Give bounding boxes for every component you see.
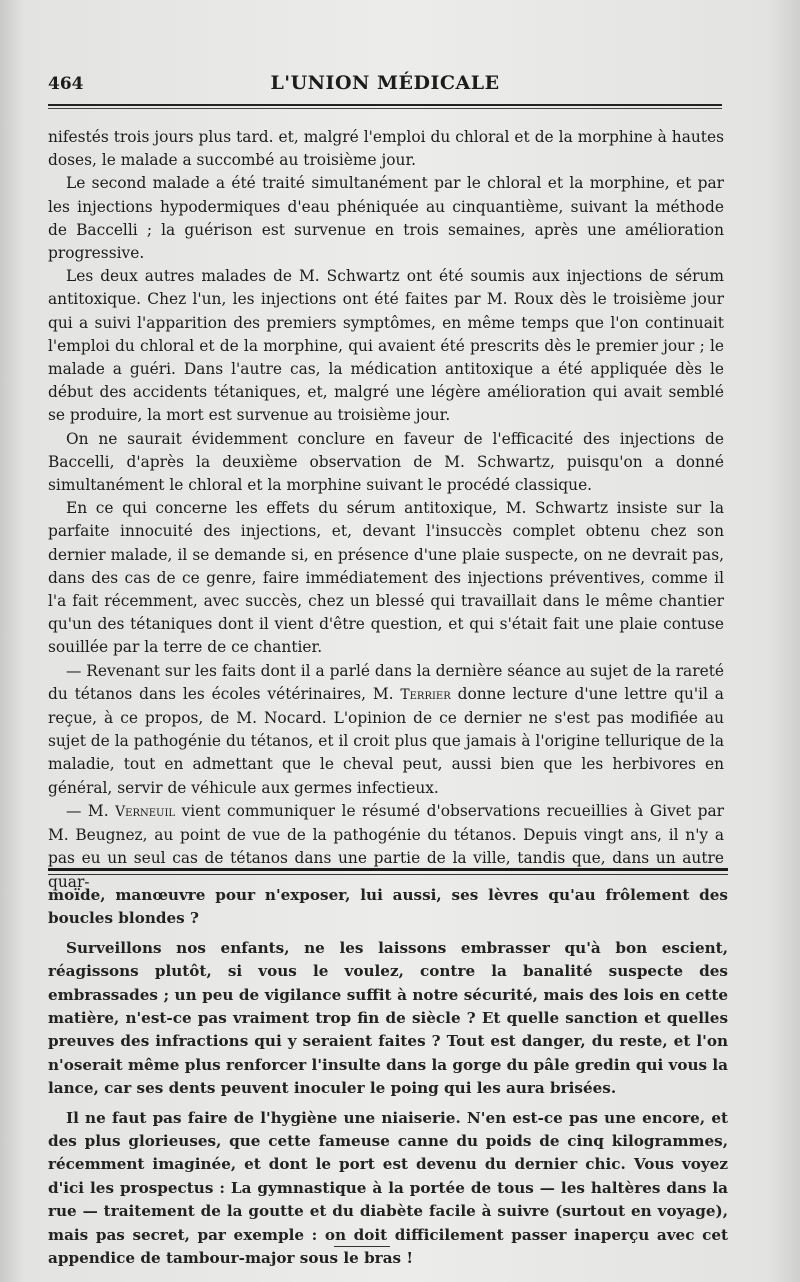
paragraph-text: — M. [66,801,109,820]
feuilleton-body [48,884,728,1277]
article-paragraph: Les deux autres malades de M. Schwartz ont été soumis aux injections de sérum antitoxique. Chez l'un, les injections ont été faites par M. Roux dès le troisième jour qui a suivi l'apparition des premiers symptômes, en même temps que l'on continuait l'emploi du chloral et de la morphine, qui avaient été prescrits dès le premier jour ; le malade a guéri. Dans l'autre cas, la médication antitoxique a été appliquée dès le début des accidents tétaniques, et, malgré une légère amélioration qui avait semblé se produire, la mort est survenue au troisième jour. [48,267,724,425]
paragraph-text: — Revenant sur les faits dont il a parlé dans la dernière séance au sujet de la rareté du tétanos dans les écoles vétérinaires, M. [48,661,724,703]
feuilleton-paragraph: Surveillons nos enfants, ne les laissons embrasser qu'à bon escient, réagissons plutôt, si vous le voulez, contre la banalité suspecte des embrassades ; un peu de vigilance suffit à notre sécurité, mais des lois en cette matière, n'est-ce pas vraiment trop fin de siècle ? Et quelle sanction et quelles preuves des infractions qui y seraient faites ? Tout est danger, du reste, et l'on n'oserait même plus renforcer l'insulte dans la gorge du pâle gredin qui vous la lance, car ses dents peuvent inoculer le poing qui les aura brisées. [48,938,728,1098]
feuilleton-rule [48,868,728,875]
article-paragraph: Le second malade a été traité simultanément par le chloral et la morphine, et par les injections hypodermiques d'eau phéniquée au cinquantième, suivant la méthode de Baccelli ; la guérison est survenue en trois semaines, après une amélioration progressive. [48,174,724,263]
article-paragraph [48,660,724,800]
header-rule [48,104,722,109]
running-title: L'UNION MÉDICALE [270,72,500,94]
feuilleton-paragraph: Il ne faut pas faire de l'hygiène une niaiserie. N'en est-ce pas une encore, et des plus glorieuses, que cette fameuse canne du poids de cinq kilogrammes, récemment imaginée, et dont le port est devenu du dernier chic. Vous voyez d'ici les prospectus : La gymnastique à la portée de tous — les haltères dans la rue — traitement de la goutte et du diabète facile à suivre (surtout en voyage), mais pas secret, par exemple : on doit difficilement passer inaperçu avec cet appendice de tambour-major sous le bras ! [48,1108,728,1268]
article-paragraph [48,800,724,894]
paragraph-text: donne lecture d'une lettre qu'il a reçue, à ce propos, de M. Nocard. L'opinion de ce dernier ne s'est pas modifiée au sujet de la pathogénie du tétanos, et il croit plus que jamais à l'origine tellurique de la maladie, tout en admettant que le cheval peut, aussi bien que les herbivores en général, servir de véhicule aux germes infectieux. [48,684,724,797]
article-paragraph: En ce qui concerne les effets du sérum antitoxique, M. Schwartz insiste sur la parfaite innocuité des injections, et, devant l'insuccès complet obtenu chez son dernier malade, il se demande si, en présence d'une plaie suspecte, on ne devrait pas, dans des cas de ce genre, faire immédiatement des injections préventives, comme il l'a fait récemment, avec succès, chez un blessé qui travaillait dans le même chantier qu'un des tétaniques dont il vient d'être question, et qui s'était fait une plaie contuse souillée par la terre de ce chantier. [48,499,724,657]
page-number: 464 [48,74,84,94]
article-body [48,126,724,894]
author-name: Terrier [400,686,451,703]
article-paragraph: nifestés trois jours plus tard. et, malgré l'emploi du chloral et de la morphine à hautes doses, le malade a succombé au troisième jour. [48,128,724,170]
paragraph-text: vient communiquer le résumé d'observations recueillies à Givet par M. Beugnez, au point de vue de la pathogénie du tétanos. Depuis vingt ans, il n'y a pas eu un seul cas de tétanos dans une partie de la ville, tandis que, dans un autre quar- [48,801,724,891]
author-name: Verneuil [115,803,176,820]
end-rule [334,1246,390,1247]
page-header [48,72,722,98]
feuilleton-paragraph: moïde, manœuvre pour n'exposer, lui aussi, ses lèvres qu'au frôlement des boucles blondes ? [48,886,728,928]
article-paragraph: On ne saurait évidemment conclure en faveur de l'efficacité des injections de Baccelli, d'après la deuxième observation de M. Schwartz, puisqu'on a donné simultanément le chloral et la morphine suivant le procédé classique. [48,429,724,495]
